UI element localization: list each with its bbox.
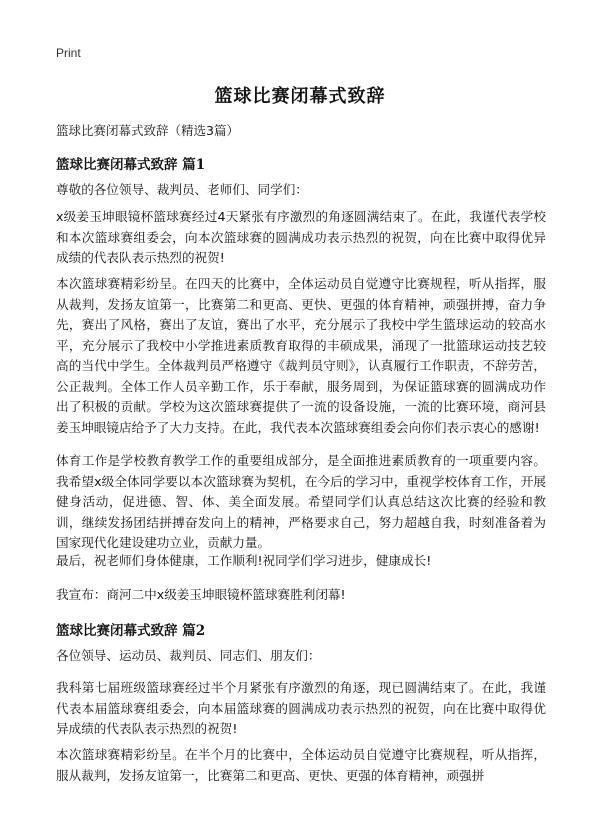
article-2-paragraph: 本次篮球赛精彩纷呈。在半个月的比赛中，全体运动员自觉遵守比赛规程，听从指挥，服从裁判，发扬友谊第一，比赛第二和更高、更快、更强的体育精神，顽强拼 — [56, 747, 546, 783]
print-label[interactable]: Print — [56, 46, 81, 60]
article-1-paragraph: 我宣布：商河二中x级姜玉坤眼镜杯篮球赛胜利闭幕! — [56, 587, 346, 602]
article-1-paragraph: 最后，祝老师们身体健康，工作顺利!祝同学们学习进步，健康成长! — [56, 553, 432, 568]
article-1-heading: 篮球比赛闭幕式致辞 篇1 — [56, 157, 206, 173]
page-title: 篮球比赛闭幕式致辞 — [214, 86, 386, 107]
article-1-paragraph: 本次篮球赛精彩纷呈。在四天的比赛中，全体运动员自觉遵守比赛规程，听从指挥，服从裁判，发扬友谊第一，比赛第二和更高、更快、更强的体育精神，顽强拼搏，奋力争先，赛出了风格，赛出了友谊，赛出了水平，充分展示了我校中学生篮球运动的较高水平，充分展示了我校中小学推进素质教育取得的丰硕成果，涌现了一批篮球运动技艺较高的当代中学生。全体裁判员严格遵守《裁判员守则》，认真履行工作职责，不辞劳苦，公正裁判。全体工作人员辛勤工作，乐于奉献，服务周到，为保证篮球赛的圆满成功作出了积极的贡献。学校为这次篮球赛提供了一流的设备设施，一流的比赛环境，商河县姜玉坤眼镜店给予了大力支持。在此，我代表本次篮球赛组委会向你们表示衷心的感谢! — [56, 276, 546, 435]
article-2-paragraph: 我科第七届班级篮球赛经过半个月紧张有序激烈的角逐，现已圆满结束了。在此，我谨代表本届篮球赛组委会，向本届篮球赛的圆满成功表示热烈的祝贺，向在比赛中取得优异成绩的代表队表示热烈的祝贺! — [56, 680, 546, 736]
subtitle: 篮球比赛闭幕式致辞（精选3篇） — [56, 123, 239, 138]
article-1-paragraph: 尊敬的各位领导、裁判员、老师们、同学们： — [56, 182, 308, 197]
article-1-paragraph: 体育工作是学校教育教学工作的重要组成部分，是全面推进素质教育的一项重要内容。我希望x级全体同学要以本次篮球赛为契机，在今后的学习中，重视学校体育工作，开展健身活动，促进德、智、体、美全面发展。希望同学们认真总结这次比赛的经验和教训，继续发扬团结拼搏奋发向上的精神，严格要求自己，努力超越自我，时刻准备着为国家现代化建设建功立业，贡献力量。 — [56, 453, 546, 550]
article-2-paragraph: 各位领导、运动员、裁判员、同志们、朋友们： — [56, 648, 321, 663]
article-1-paragraph: x级姜玉坤眼镜杯篮球赛经过4天紧张有序激烈的角逐圆满结束了。在此，我谨代表学校和本次篮球赛组委会，向本次篮球赛的圆满成功表示热烈的祝贺，向在比赛中取得优异成绩的代表队表示热烈的祝贺! — [56, 209, 546, 265]
article-2-heading: 篮球比赛闭幕式致辞 篇2 — [56, 623, 206, 639]
